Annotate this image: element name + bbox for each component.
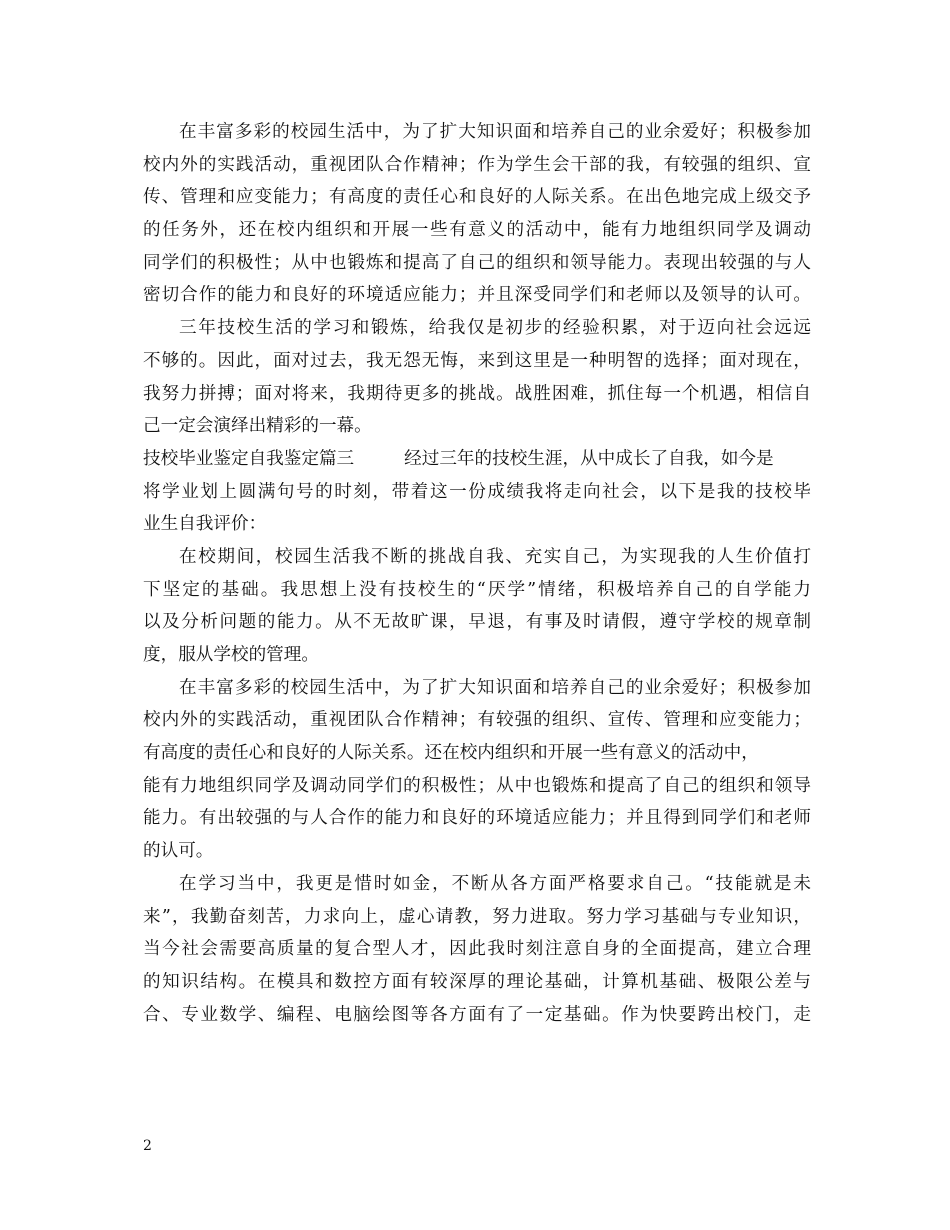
document-body	[143, 116, 811, 1031]
text-line: 将学业划上圆满句号的时刻，带着这一份成绩我将走向社会，以下是我的技校毕	[143, 481, 811, 502]
text-line: 度，服从学校的管理。	[143, 645, 319, 665]
text-line: 校内外的实践活动，重视团队合作精神；作为学生会干部的我，有较强的组织、宣	[143, 154, 811, 175]
text-line: 的认可。	[143, 841, 214, 862]
text-line: 的任务外，还在校内组织和开展一些有意义的活动中，能有力地组织同学及调动	[143, 220, 811, 241]
text-line: 同学们的积极性；从中也锻炼和提高了自己的组织和领导能力。表现出较强的与人	[143, 252, 811, 273]
text-line: 以及分析问题的能力。从不无故旷课，早退，有事及时请假，遵守学校的规章制	[143, 612, 811, 633]
text-line: 来”，我勤奋刻苦，力求向上，虚心请教，努力进取。努力学习基础与专业知识，	[143, 906, 811, 927]
text-line: 校内外的实践活动，重视团队合作精神；有较强的组织、宣传、管理和应变能力；	[143, 710, 811, 731]
text-line: 不够的。因此，面对过去，我无怨无悔，来到这里是一种明智的选择；面对现在，	[143, 350, 811, 371]
text-line: 的知识结构。在模具和数控方面有较深厚的理论基础，计算机基础、极限公差与	[143, 971, 811, 992]
text-line: 经过三年的技校生涯，从中成长了自我，如今是	[404, 448, 774, 469]
text-line: 三年技校生活的学习和锻炼，给我仅是初步的经验积累，对于迈向社会远远	[179, 318, 811, 339]
section-heading: 技校毕业鉴定自我鉴定篇三	[143, 448, 355, 469]
text-line: 能力。有出较强的与人合作的能力和良好的环境适应能力；并且得到同学们和老师	[143, 808, 811, 829]
text-line: 在丰富多彩的校园生活中，为了扩大知识面和培养自己的业余爱好；积极参加	[179, 677, 811, 698]
text-line: 密切合作的能力和良好的环境适应能力；并且深受同学们和老师以及领导的认可。	[143, 285, 811, 306]
text-line: 能有力地组织同学及调动同学们的积极性；从中也锻炼和提高了自己的组织和领导	[143, 775, 811, 796]
text-line: 我努力拼搏；面对将来，我期待更多的挑战。战胜困难，抓住每一个机遇，相信自	[143, 383, 811, 404]
text-line: 传、管理和应变能力；有高度的责任心和良好的人际关系。在出色地完成上级交予	[143, 187, 811, 208]
section-heading-line	[143, 443, 811, 476]
text-line: 有高度的责任心和良好的人际关系。还在校内组织和开展一些有意义的活动中，	[143, 743, 759, 764]
text-line: 当今社会需要高质量的复合型人才，因此我时刻注意自身的全面提高，建立合理	[143, 939, 811, 960]
text-line: 己一定会演绎出精彩的一幕。	[143, 416, 372, 437]
text-line: 业生自我评价：	[143, 514, 267, 535]
text-line: 下坚定的基础。我思想上没有技校生的“厌学”情绪，积极培养自己的自学能力	[143, 579, 811, 600]
text-line: 在校期间，校园生活我不断的挑战自我、充实自己，为实现我的人生价值打	[179, 546, 811, 567]
text-line: 在丰富多彩的校园生活中，为了扩大知识面和培养自己的业余爱好；积极参加	[179, 122, 811, 142]
text-line: 合、专业数学、编程、电脑绘图等各方面有了一定基础。作为快要跨出校门，走	[143, 1004, 811, 1025]
page-number: 2	[143, 1138, 152, 1154]
text-line: 在学习当中，我更是惜时如金，不断从各方面严格要求自己。“技能就是未	[179, 873, 811, 894]
